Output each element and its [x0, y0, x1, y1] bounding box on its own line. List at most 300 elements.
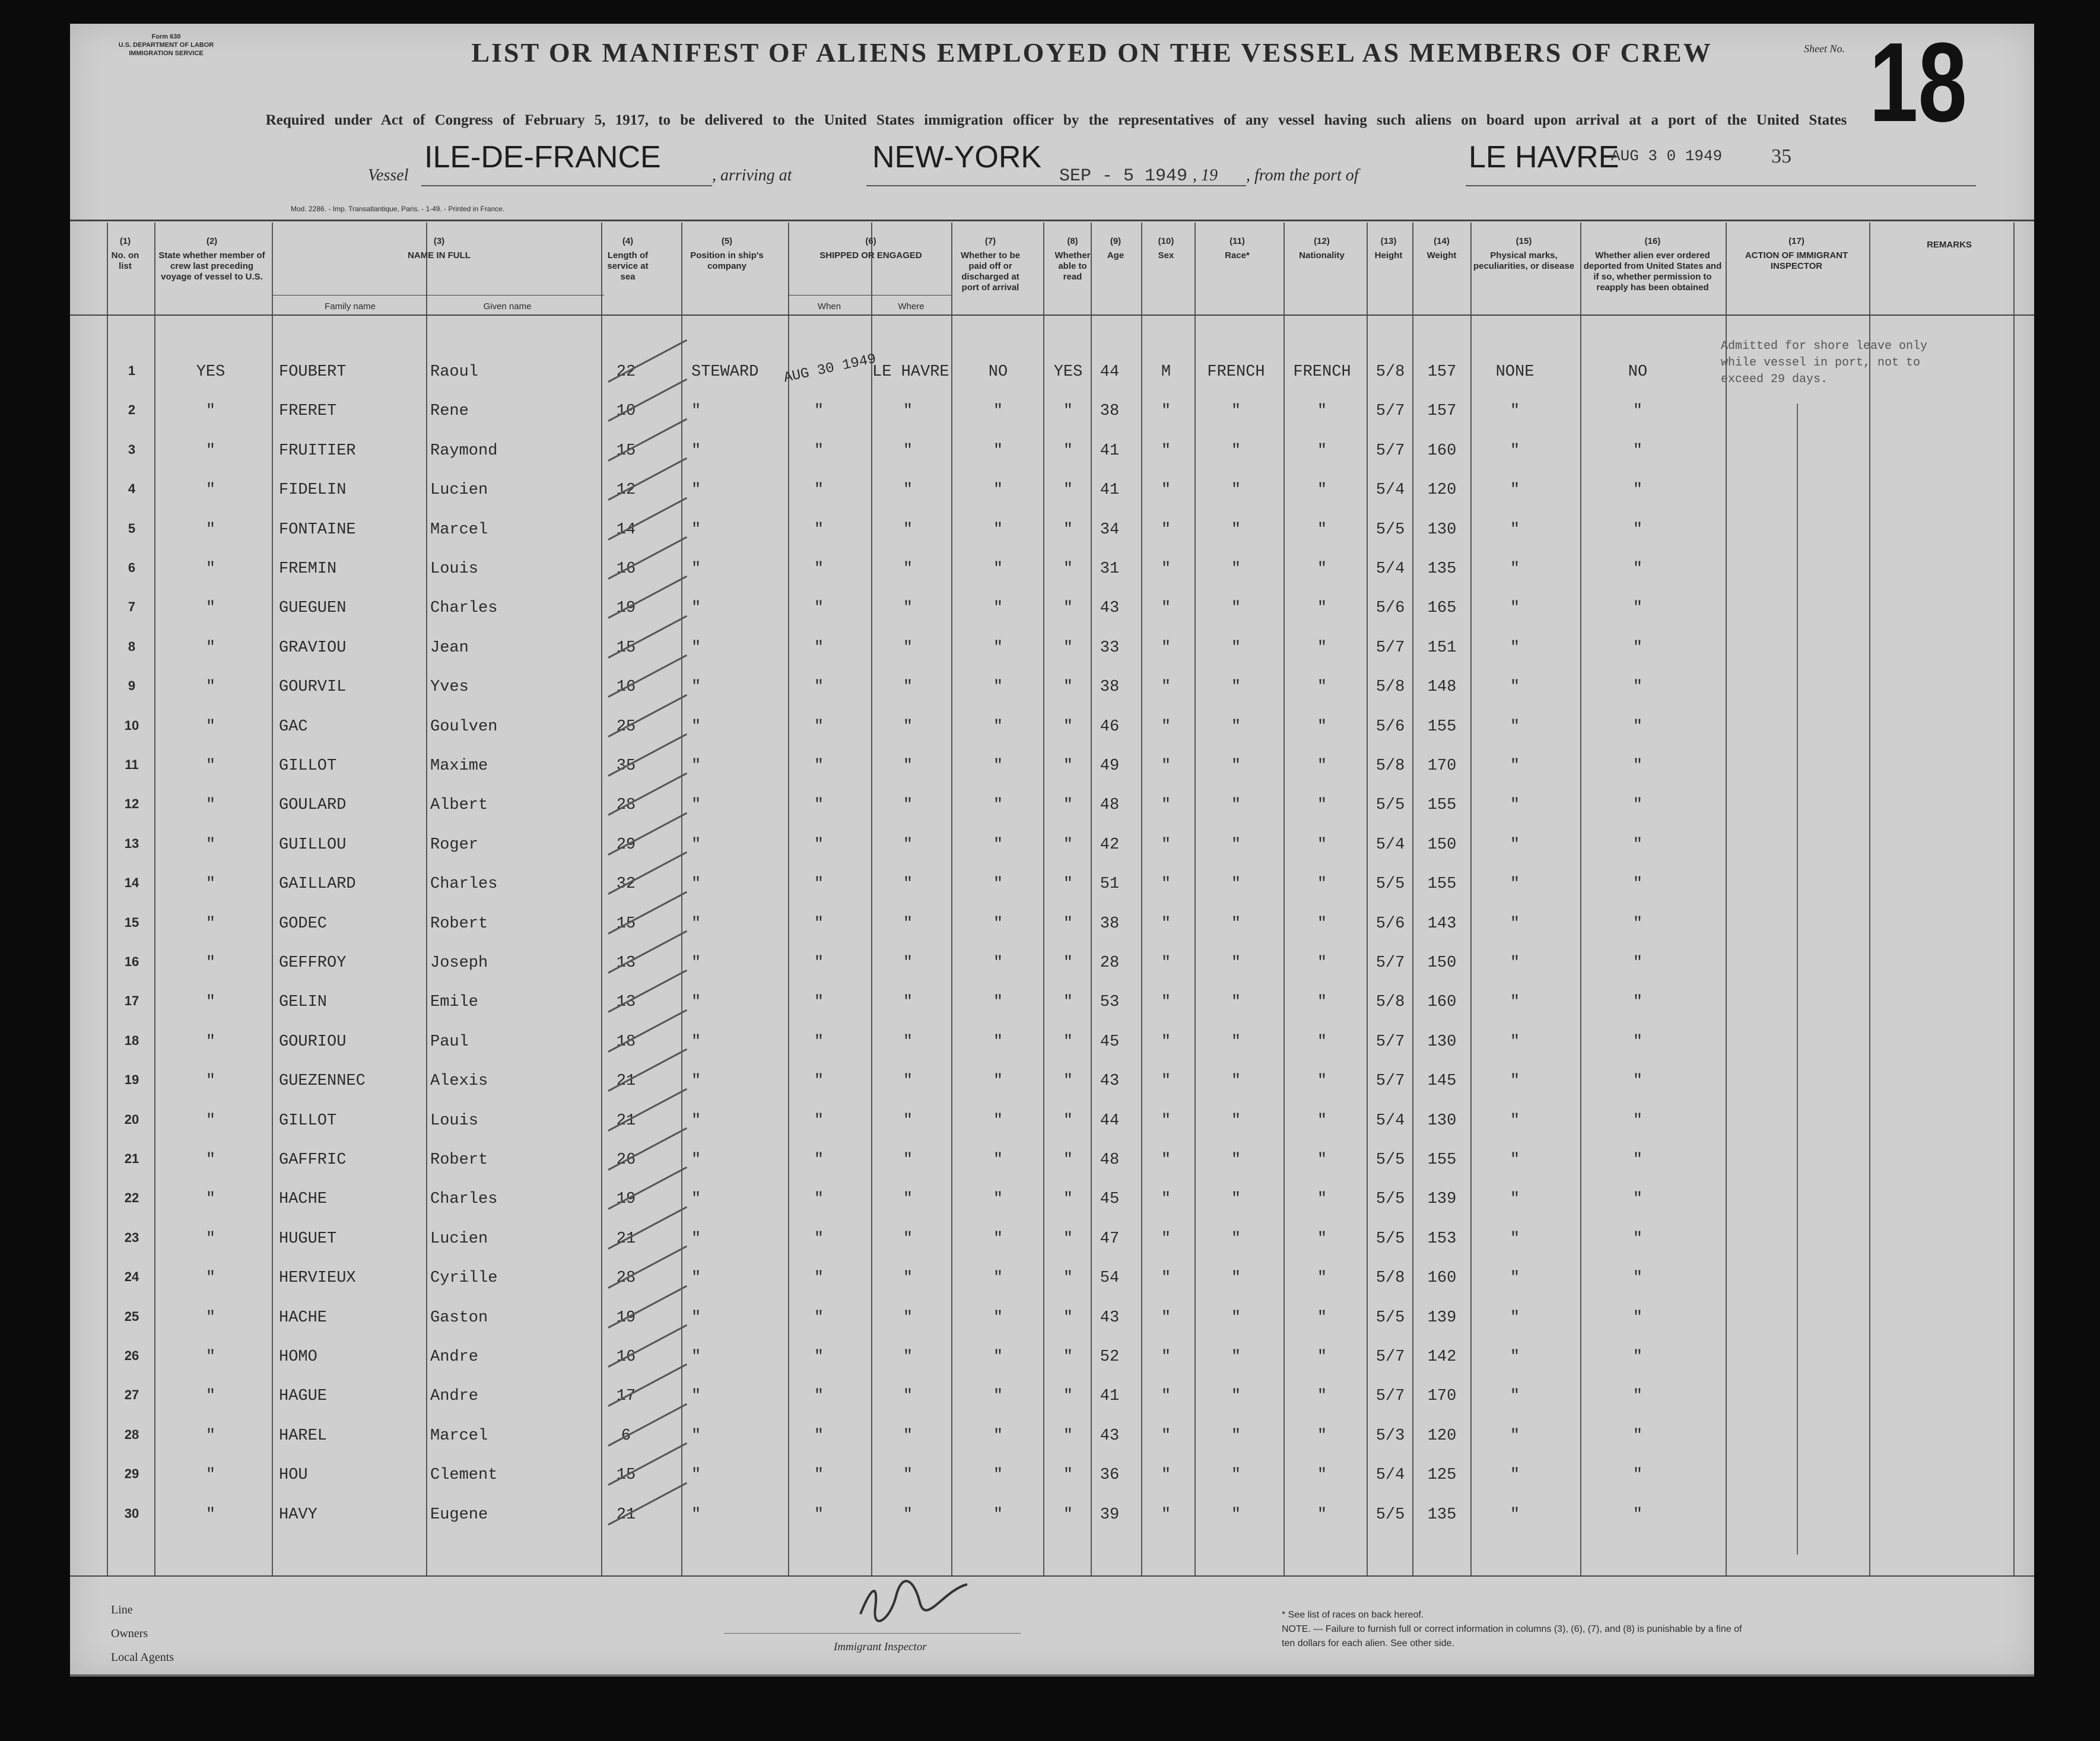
col-divider [1194, 223, 1196, 1575]
cell-service: 10 [616, 402, 636, 421]
cell-marks: " [1510, 914, 1520, 933]
cell-prev: " [205, 402, 216, 421]
cell-given: Louis [430, 560, 479, 578]
cell-deported: " [1632, 1072, 1643, 1091]
cell-sex: " [1161, 875, 1171, 894]
cell-height: 5/8 [1375, 1269, 1405, 1288]
cell-race: " [1231, 599, 1241, 618]
cell-height: 5/8 [1375, 757, 1405, 775]
cell-marks: " [1510, 1072, 1520, 1091]
cell-family: HAGUE [279, 1387, 328, 1406]
cell-position: " [691, 441, 701, 460]
header-rule [70, 220, 2034, 221]
cell-service: 13 [616, 993, 636, 1012]
cell-prev: " [205, 1269, 216, 1288]
cell-given: Yves [430, 678, 469, 697]
cell-age: 38 [1100, 914, 1120, 933]
cell-read: " [1063, 835, 1073, 854]
cell-position: " [691, 599, 701, 618]
cell-family: HOU [279, 1466, 308, 1485]
cell-family: GRAVIOU [279, 638, 347, 657]
cell-no: 29 [124, 1466, 139, 1482]
cell-age: 44 [1100, 363, 1120, 381]
column-label: Length of service at sea [607, 250, 649, 282]
cell-marks: " [1510, 1387, 1520, 1406]
column-label: Nationality [1299, 250, 1345, 260]
cell-race: " [1231, 1269, 1241, 1288]
cell-nat: " [1317, 993, 1327, 1012]
cell-paid: " [993, 875, 1003, 894]
cell-nat: " [1317, 1269, 1327, 1288]
arriving-label: , arriving at [712, 166, 792, 185]
cell-where: " [903, 757, 913, 775]
cell-no: 4 [128, 481, 136, 497]
cell-age: 43 [1100, 599, 1120, 618]
cell-height: 5/4 [1375, 560, 1405, 578]
col-divider [2013, 223, 2015, 1575]
cell-age: 43 [1100, 1308, 1120, 1327]
cell-read: " [1063, 717, 1073, 736]
cell-marks: " [1510, 441, 1520, 460]
cell-prev: " [205, 1229, 216, 1248]
cell-height: 5/7 [1375, 1387, 1405, 1406]
cell-marks: " [1510, 402, 1520, 421]
cell-age: 31 [1100, 560, 1120, 578]
cell-family: GUEGUEN [279, 599, 347, 618]
cell-height: 5/7 [1375, 1032, 1405, 1051]
cell-deported: " [1632, 1032, 1643, 1051]
cell-when: " [814, 638, 824, 657]
cell-nat: " [1317, 402, 1327, 421]
cell-marks: " [1510, 1269, 1520, 1288]
cell-marks: " [1510, 757, 1520, 775]
cell-service: 26 [616, 1151, 636, 1169]
cell-family: GUEZENNEC [279, 1072, 366, 1091]
cell-race: " [1231, 993, 1241, 1012]
cell-marks: " [1510, 560, 1520, 578]
cell-when: " [814, 520, 824, 539]
cell-paid: " [993, 1348, 1003, 1366]
cell-read: " [1063, 757, 1073, 775]
cell-marks: " [1510, 520, 1520, 539]
cell-age: 38 [1100, 402, 1120, 421]
remark-arrow-line [1797, 404, 1798, 1555]
cell-read: " [1063, 599, 1073, 618]
cell-age: 49 [1100, 757, 1120, 775]
cell-no: 7 [128, 599, 136, 615]
cell-sex: " [1161, 717, 1171, 736]
owners-label: Owners [111, 1627, 148, 1640]
cell-no: 6 [128, 560, 136, 575]
cell-position: " [691, 1348, 701, 1366]
cell-deported: " [1632, 717, 1643, 736]
cell-no: 9 [128, 678, 136, 694]
cell-height: 5/5 [1375, 520, 1405, 539]
cell-prev: " [205, 1190, 216, 1209]
cell-paid: " [993, 599, 1003, 618]
cell-weight: 155 [1427, 1151, 1457, 1169]
cell-family: GOURVIL [279, 678, 347, 697]
cell-height: 5/8 [1375, 363, 1405, 381]
cell-height: 5/7 [1375, 441, 1405, 460]
cell-read: " [1063, 1387, 1073, 1406]
cell-read: " [1063, 1308, 1073, 1327]
cell-no: 21 [124, 1151, 139, 1166]
column-header [1282, 236, 1362, 261]
cell-nat: " [1317, 1111, 1327, 1130]
col-divider [681, 223, 682, 1575]
cell-weight: 150 [1427, 835, 1457, 854]
cell-read: " [1063, 1190, 1073, 1209]
cell-position: STEWARD [691, 363, 759, 381]
cell-service: 28 [616, 1269, 636, 1288]
cell-sex: " [1161, 835, 1171, 854]
cell-family: FRERET [279, 402, 337, 421]
cell-paid: " [993, 757, 1003, 775]
cell-height: 5/5 [1375, 796, 1405, 815]
handwritten-number: 35 [1771, 145, 1791, 167]
cell-deported: " [1632, 1308, 1643, 1327]
cell-race: " [1231, 796, 1241, 815]
cell-deported: " [1632, 1466, 1643, 1485]
cell-where: " [903, 638, 913, 657]
cell-weight: 142 [1427, 1348, 1457, 1366]
cell-race: " [1231, 954, 1241, 972]
printer-line: Mod. 2286. - Imp. Transatlantique, Paris. - 1-49. - Printed in France. [291, 205, 505, 213]
cell-given: Raymond [430, 441, 498, 460]
cell-nat: " [1317, 1229, 1327, 1248]
cell-weight: 143 [1427, 914, 1457, 933]
column-label: Race* [1225, 250, 1250, 260]
cell-given: Charles [430, 1190, 498, 1209]
form-number: Form 630 [151, 33, 181, 40]
cell-no: 20 [124, 1111, 139, 1127]
cell-position: " [691, 1505, 701, 1524]
cell-paid: " [993, 835, 1003, 854]
cell-race: " [1231, 1072, 1241, 1091]
cell-deported: " [1632, 402, 1643, 421]
cell-race: " [1231, 402, 1241, 421]
cell-paid: " [993, 560, 1003, 578]
cell-family: HACHE [279, 1308, 328, 1327]
cell-weight: 170 [1427, 757, 1457, 775]
column-label: Height [1374, 250, 1403, 260]
cell-family: GAFFRIC [279, 1151, 347, 1169]
cell-given: Louis [430, 1111, 479, 1130]
cell-sex: " [1161, 1032, 1171, 1051]
cell-paid: " [993, 796, 1003, 815]
cell-nat: " [1317, 678, 1327, 697]
cell-weight: 120 [1427, 481, 1457, 500]
cell-age: 53 [1100, 993, 1120, 1012]
cell-family: GAILLARD [279, 875, 356, 894]
cell-age: 43 [1100, 1427, 1120, 1445]
cell-when: " [814, 1308, 824, 1327]
column-header [1869, 236, 2029, 250]
cell-weight: 165 [1427, 599, 1457, 618]
cell-service: 19 [616, 1308, 636, 1327]
cell-read: " [1063, 1111, 1073, 1130]
cell-paid: " [993, 1190, 1003, 1209]
cell-age: 41 [1100, 1387, 1120, 1406]
cell-prev: " [205, 757, 216, 775]
cell-deported: " [1632, 1151, 1643, 1169]
col-divider [601, 223, 602, 1575]
cell-race: " [1231, 1151, 1241, 1169]
column-header [1050, 236, 1095, 282]
cell-where: " [903, 1308, 913, 1327]
cell-read: " [1063, 1427, 1073, 1445]
cell-read: " [1063, 481, 1073, 500]
cell-deported: " [1632, 638, 1643, 657]
cell-height: 5/5 [1375, 1190, 1405, 1209]
cell-prev: " [205, 1072, 216, 1091]
cell-when: " [814, 835, 824, 854]
cell-paid: " [993, 1072, 1003, 1091]
cell-sex: " [1161, 954, 1171, 972]
cell-family: HAVY [279, 1505, 317, 1524]
cell-service: 21 [616, 1229, 636, 1248]
cell-height: 5/5 [1375, 875, 1405, 894]
cell-paid: " [993, 481, 1003, 500]
cell-age: 43 [1100, 1072, 1120, 1091]
cell-nat: " [1317, 1190, 1327, 1209]
cell-given: Andre [430, 1387, 479, 1406]
cell-family: FREMIN [279, 560, 337, 578]
cell-marks: " [1510, 993, 1520, 1012]
cell-where: " [903, 1505, 913, 1524]
cell-family: FOUBERT [279, 363, 347, 381]
cell-prev: " [205, 638, 216, 657]
cell-paid: " [993, 402, 1003, 421]
cell-no: 22 [124, 1190, 139, 1206]
cell-where: " [903, 835, 913, 854]
cell-no: 10 [124, 717, 139, 733]
cell-no: 14 [124, 875, 139, 891]
col-divider [871, 223, 872, 1575]
cell-where: " [903, 1229, 913, 1248]
column-header [1581, 236, 1724, 293]
cell-prev: " [205, 1505, 216, 1524]
cell-marks: " [1510, 678, 1520, 697]
cell-service: 16 [616, 560, 636, 578]
cell-position: " [691, 757, 701, 775]
cell-race: " [1231, 717, 1241, 736]
cell-weight: 155 [1427, 796, 1457, 815]
cell-given: Eugene [430, 1505, 488, 1524]
cell-service: 28 [616, 796, 636, 815]
cell-prev: " [205, 835, 216, 854]
races-note: * See list of races on back hereof. [1282, 1610, 1424, 1620]
cell-height: 5/8 [1375, 993, 1405, 1012]
departure-port: LE HAVRE [1469, 140, 1619, 174]
cell-weight: 130 [1427, 520, 1457, 539]
cell-position: " [691, 1308, 701, 1327]
cell-weight: 150 [1427, 954, 1457, 972]
col-divider [1283, 223, 1285, 1575]
cell-weight: 139 [1427, 1190, 1457, 1209]
cell-no: 27 [124, 1387, 139, 1403]
cell-given: Robert [430, 914, 488, 933]
cell-race: " [1231, 1111, 1241, 1130]
cell-no: 25 [124, 1308, 139, 1324]
cell-sex: M [1161, 363, 1171, 381]
column-header [1196, 236, 1279, 261]
cell-deported: " [1632, 796, 1643, 815]
cell-when: " [814, 796, 824, 815]
cell-when: " [814, 1348, 824, 1366]
cell-when: " [814, 1151, 824, 1169]
subheader-rule [272, 295, 604, 296]
cell-weight: 125 [1427, 1466, 1457, 1485]
cell-given: Andre [430, 1348, 479, 1366]
column-label: Physical marks, peculiarities, or disease [1473, 250, 1575, 271]
cell-service: 14 [616, 520, 636, 539]
cell-nat: " [1317, 914, 1327, 933]
cell-read: YES [1053, 363, 1083, 381]
document-title: LIST OR MANIFEST OF ALIENS EMPLOYED ON THE VESSEL AS MEMBERS OF CREW [471, 37, 1713, 68]
cell-position: " [691, 1269, 701, 1288]
cell-prev: " [205, 1427, 216, 1445]
cell-position: " [691, 1466, 701, 1485]
cell-when: " [814, 1111, 824, 1130]
column-header [1142, 236, 1190, 261]
cell-no: 2 [128, 402, 136, 418]
cell-no: 11 [125, 757, 139, 772]
column-header [1368, 236, 1409, 261]
cell-nat: " [1317, 1348, 1327, 1366]
column-number: (2) [206, 236, 218, 246]
cell-marks: " [1510, 1466, 1520, 1485]
col-divider [1043, 223, 1044, 1575]
cell-paid: " [993, 993, 1003, 1012]
column-header-rule [70, 314, 2034, 316]
cell-prev: " [205, 520, 216, 539]
cell-when: " [814, 954, 824, 972]
cell-position: " [691, 1032, 701, 1051]
department: U.S. DEPARTMENT OF LABOR [118, 42, 214, 49]
cell-no: 23 [124, 1229, 139, 1245]
cell-paid: " [993, 1151, 1003, 1169]
cell-position: " [691, 914, 701, 933]
column-label: No. on list [111, 250, 139, 271]
cell-position: " [691, 796, 701, 815]
cell-marks: " [1510, 796, 1520, 815]
cell-deported: " [1632, 914, 1643, 933]
cell-sex: " [1161, 678, 1171, 697]
cell-sex: " [1161, 638, 1171, 657]
cell-service: 21 [616, 1111, 636, 1130]
cell-given: Rene [430, 402, 469, 421]
cell-read: " [1063, 402, 1073, 421]
cell-height: 5/4 [1375, 1111, 1405, 1130]
cell-position: " [691, 520, 701, 539]
cell-read: " [1063, 1032, 1073, 1051]
cell-prev: " [205, 914, 216, 933]
cell-race: " [1231, 520, 1241, 539]
cell-when: " [814, 914, 824, 933]
cell-marks: " [1510, 1308, 1520, 1327]
col-divider [1141, 223, 1142, 1575]
cell-sex: " [1161, 1308, 1171, 1327]
cell-nat: " [1317, 1072, 1327, 1091]
column-subheader: Given name [483, 301, 532, 312]
cell-when: " [814, 1229, 824, 1248]
cell-service: 29 [616, 835, 636, 854]
cell-nat: " [1317, 599, 1327, 618]
cell-sex: " [1161, 1111, 1171, 1130]
cell-age: 44 [1100, 1111, 1120, 1130]
cell-family: HOMO [279, 1348, 317, 1366]
cell-marks: " [1510, 717, 1520, 736]
column-number: (3) [433, 236, 445, 246]
cell-family: GUILLOU [279, 835, 347, 854]
cell-where: " [903, 481, 913, 500]
cell-read: " [1063, 954, 1073, 972]
cell-deported: " [1632, 875, 1643, 894]
cell-height: 5/8 [1375, 678, 1405, 697]
cell-service: 32 [616, 875, 636, 894]
cell-paid: " [993, 1308, 1003, 1327]
cell-sex: " [1161, 1229, 1171, 1248]
cell-height: 5/5 [1375, 1308, 1405, 1327]
cell-sex: " [1161, 481, 1171, 500]
cell-given: Raoul [430, 363, 479, 381]
cell-weight: 148 [1427, 678, 1457, 697]
cell-read: " [1063, 875, 1073, 894]
cell-age: 45 [1100, 1032, 1120, 1051]
cell-family: HERVIEUX [279, 1269, 356, 1288]
cell-weight: 160 [1427, 1269, 1457, 1288]
cell-deported: " [1632, 993, 1643, 1012]
cell-no: 1 [128, 363, 136, 378]
cell-no: 18 [124, 1032, 139, 1048]
cell-no: 5 [128, 520, 136, 536]
cell-race: " [1231, 835, 1241, 854]
cell-read: " [1063, 914, 1073, 933]
cell-service: 19 [616, 599, 636, 618]
cell-position: " [691, 1072, 701, 1091]
cell-age: 47 [1100, 1229, 1120, 1248]
cell-sex: " [1161, 914, 1171, 933]
cell-nat: " [1317, 441, 1327, 460]
cell-position: " [691, 481, 701, 500]
cell-family: HUGUET [279, 1229, 337, 1248]
cell-age: 51 [1100, 875, 1120, 894]
cell-deported: " [1632, 1505, 1643, 1524]
cell-weight: 135 [1427, 560, 1457, 578]
cell-paid: NO [988, 363, 1008, 381]
cell-no: 28 [124, 1427, 139, 1442]
cell-when: " [814, 993, 824, 1012]
cell-nat: " [1317, 560, 1327, 578]
cell-race: " [1231, 1427, 1241, 1445]
cell-age: 28 [1100, 954, 1120, 972]
cell-prev: " [205, 1032, 216, 1051]
cell-no: 13 [124, 835, 139, 851]
cell-read: " [1063, 638, 1073, 657]
cell-position: " [691, 993, 701, 1012]
col-divider [1412, 223, 1413, 1575]
cell-age: 54 [1100, 1269, 1120, 1288]
cell-marks: " [1510, 875, 1520, 894]
cell-position: " [691, 835, 701, 854]
cell-race: " [1231, 481, 1241, 500]
cell-prev: " [205, 1348, 216, 1366]
cell-age: 41 [1100, 481, 1120, 500]
col-divider [1091, 223, 1092, 1575]
column-subheader: When [817, 301, 841, 312]
